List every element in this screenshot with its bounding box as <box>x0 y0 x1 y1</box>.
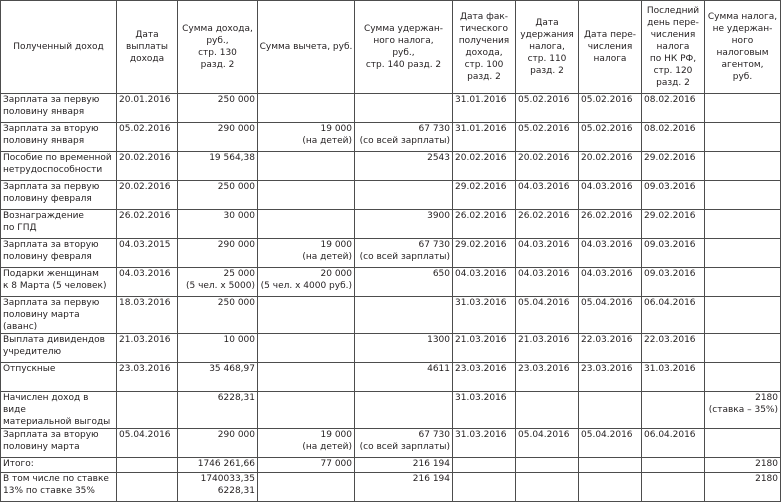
cell-fact-date: 29.02.2016 <box>453 239 516 268</box>
breakdown-row-deduction <box>258 473 355 502</box>
cell-income-sum: 10 000 <box>178 334 258 363</box>
cell-deduction <box>258 392 355 429</box>
header-withhold-date: Дата удержания налога, стр. 110 разд. 2 <box>516 1 579 94</box>
total-row <box>1 458 781 473</box>
cell-deadline: 08.02.2016 <box>642 123 705 152</box>
cell-deadline: 08.02.2016 <box>642 94 705 123</box>
cell-income-sum: 250 000 <box>178 297 258 334</box>
cell-income-sum: 30 000 <box>178 210 258 239</box>
cell-fact-date: 31.03.2016 <box>453 297 516 334</box>
table-row <box>1 334 781 363</box>
cell-fact-date: 31.01.2016 <box>453 123 516 152</box>
cell-income-sum: 250 000 <box>178 181 258 210</box>
cell-deduction <box>258 363 355 392</box>
cell-withhold-date: 26.02.2016 <box>516 210 579 239</box>
cell-transfer-date: 26.02.2016 <box>579 210 642 239</box>
cell-transfer-date: 20.02.2016 <box>579 152 642 181</box>
cell-income: Зарплата за первую половину февраля <box>1 181 117 210</box>
cell-transfer-date: 22.03.2016 <box>579 334 642 363</box>
cell-pay-date: 21.03.2016 <box>117 334 178 363</box>
cell-transfer-date: 05.04.2016 <box>579 297 642 334</box>
cell-not-withheld <box>705 123 781 152</box>
table-row <box>1 181 781 210</box>
cell-pay-date: 20.02.2016 <box>117 181 178 210</box>
table-row <box>1 239 781 268</box>
table-row <box>1 268 781 297</box>
cell-income: Выплата дивидендов учредителю <box>1 334 117 363</box>
table-row <box>1 123 781 152</box>
total-row-label: Итого: <box>1 458 117 473</box>
cell-deduction <box>258 297 355 334</box>
header-deadline: Последний день пере- числения налога по НК РФ, стр. 120 разд. 2 <box>642 1 705 94</box>
cell-withheld-tax <box>355 181 453 210</box>
breakdown-row-withhold-date <box>516 473 579 502</box>
cell-income-sum: 250 000 <box>178 94 258 123</box>
cell-not-withheld <box>705 181 781 210</box>
cell-not-withheld <box>705 334 781 363</box>
cell-income-sum: 290 000 <box>178 239 258 268</box>
cell-deduction <box>258 210 355 239</box>
cell-fact-date: 21.03.2016 <box>453 334 516 363</box>
cell-withheld-tax <box>355 392 453 429</box>
cell-income-sum: 6228,31 <box>178 392 258 429</box>
cell-income: Отпускные <box>1 363 117 392</box>
cell-not-withheld: 2180 (ставка – 35%) <box>705 392 781 429</box>
cell-withhold-date: 04.03.2016 <box>516 239 579 268</box>
cell-withhold-date: 20.02.2016 <box>516 152 579 181</box>
cell-transfer-date <box>579 392 642 429</box>
header-income: Полученный доход <box>1 1 117 94</box>
cell-withhold-date: 05.04.2016 <box>516 297 579 334</box>
cell-withhold-date: 04.03.2016 <box>516 181 579 210</box>
cell-pay-date: 04.03.2016 <box>117 268 178 297</box>
cell-withhold-date: 23.03.2016 <box>516 363 579 392</box>
cell-deadline: 31.03.2016 <box>642 363 705 392</box>
breakdown-row-not-withheld: 2180 <box>705 473 781 502</box>
total-row-not-withheld: 2180 <box>705 458 781 473</box>
header-deduction: Сумма вычета, руб. <box>258 1 355 94</box>
cell-withheld-tax: 650 <box>355 268 453 297</box>
cell-withheld-tax: 4611 <box>355 363 453 392</box>
cell-withheld-tax: 67 730 (со всей зарплаты) <box>355 239 453 268</box>
breakdown-row-withheld-tax: 216 194 <box>355 473 453 502</box>
cell-transfer-date: 23.03.2016 <box>579 363 642 392</box>
cell-deadline: 29.02.2016 <box>642 210 705 239</box>
cell-pay-date <box>117 392 178 429</box>
cell-not-withheld <box>705 152 781 181</box>
cell-income-sum: 25 000 (5 чел. х 5000) <box>178 268 258 297</box>
cell-deduction <box>258 181 355 210</box>
header-fact-date: Дата фак- тического получения дохода, стр. 100 разд. 2 <box>453 1 516 94</box>
cell-not-withheld <box>705 210 781 239</box>
cell-withhold-date: 21.03.2016 <box>516 334 579 363</box>
cell-deadline: 29.02.2016 <box>642 152 705 181</box>
cell-deadline <box>642 392 705 429</box>
cell-pay-date: 05.04.2016 <box>117 429 178 458</box>
cell-withhold-date: 05.02.2016 <box>516 94 579 123</box>
cell-income: Зарплата за первую половину марта (аванс) <box>1 297 117 334</box>
cell-fact-date: 20.02.2016 <box>453 152 516 181</box>
cell-transfer-date: 05.02.2016 <box>579 123 642 152</box>
table-row <box>1 363 781 392</box>
cell-withheld-tax: 3900 <box>355 210 453 239</box>
cell-transfer-date: 04.03.2016 <box>579 239 642 268</box>
cell-deduction <box>258 152 355 181</box>
cell-pay-date: 18.03.2016 <box>117 297 178 334</box>
cell-pay-date: 04.03.2015 <box>117 239 178 268</box>
total-row-transfer-date <box>579 458 642 473</box>
cell-deadline: 06.04.2016 <box>642 297 705 334</box>
cell-deduction: 19 000 (на детей) <box>258 239 355 268</box>
cell-income: Подарки женщинам к 8 Марта (5 человек) <box>1 268 117 297</box>
breakdown-row-label: В том числе по ставке 13% по ставке 35% <box>1 473 117 502</box>
cell-income: Зарплата за вторую половину января <box>1 123 117 152</box>
table-row <box>1 94 781 123</box>
table-row <box>1 152 781 181</box>
cell-withheld-tax: 1300 <box>355 334 453 363</box>
cell-withheld-tax: 2543 <box>355 152 453 181</box>
cell-transfer-date: 04.03.2016 <box>579 181 642 210</box>
header-income-sum: Сумма дохода, руб., стр. 130 разд. 2 <box>178 1 258 94</box>
total-row-pay-date <box>117 458 178 473</box>
cell-withheld-tax <box>355 94 453 123</box>
breakdown-row-transfer-date <box>579 473 642 502</box>
total-row-income-sum: 1746 261,66 <box>178 458 258 473</box>
cell-withheld-tax: 67 730 (со всей зарплаты) <box>355 429 453 458</box>
cell-income: Зарплата за вторую половину февраля <box>1 239 117 268</box>
cell-not-withheld <box>705 268 781 297</box>
total-row-deduction: 77 000 <box>258 458 355 473</box>
cell-deadline: 09.03.2016 <box>642 181 705 210</box>
cell-income: Вознаграждение по ГПД <box>1 210 117 239</box>
cell-deadline: 09.03.2016 <box>642 268 705 297</box>
table-row <box>1 429 781 458</box>
cell-fact-date: 31.01.2016 <box>453 94 516 123</box>
cell-income: Пособие по временной нетрудоспособности <box>1 152 117 181</box>
cell-withhold-date: 04.03.2016 <box>516 268 579 297</box>
cell-deadline: 09.03.2016 <box>642 239 705 268</box>
cell-pay-date: 23.03.2016 <box>117 363 178 392</box>
cell-fact-date: 31.03.2016 <box>453 429 516 458</box>
cell-income: Зарплата за первую половину января <box>1 94 117 123</box>
table-row <box>1 297 781 334</box>
cell-withhold-date <box>516 392 579 429</box>
total-row-fact-date <box>453 458 516 473</box>
cell-not-withheld <box>705 239 781 268</box>
cell-deadline: 22.03.2016 <box>642 334 705 363</box>
total-row-deadline <box>642 458 705 473</box>
cell-withhold-date: 05.02.2016 <box>516 123 579 152</box>
cell-income-sum: 19 564,38 <box>178 152 258 181</box>
cell-pay-date: 20.01.2016 <box>117 94 178 123</box>
cell-deduction: 19 000 (на детей) <box>258 429 355 458</box>
cell-transfer-date: 04.03.2016 <box>579 268 642 297</box>
cell-income: Зарплата за вторую половину марта <box>1 429 117 458</box>
breakdown-row-pay-date <box>117 473 178 502</box>
breakdown-row-fact-date <box>453 473 516 502</box>
header-transfer-date: Дата пере- числения налога <box>579 1 642 94</box>
cell-income-sum: 35 468,97 <box>178 363 258 392</box>
cell-pay-date: 05.02.2016 <box>117 123 178 152</box>
total-row-withheld-tax: 216 194 <box>355 458 453 473</box>
header-row <box>1 1 781 94</box>
cell-transfer-date: 05.04.2016 <box>579 429 642 458</box>
table-row <box>1 210 781 239</box>
table-row <box>1 392 781 429</box>
cell-not-withheld <box>705 297 781 334</box>
cell-fact-date: 23.03.2016 <box>453 363 516 392</box>
cell-income-sum: 290 000 <box>178 123 258 152</box>
breakdown-row-income-sum: 1740033,35 6228,31 <box>178 473 258 502</box>
cell-pay-date: 20.02.2016 <box>117 152 178 181</box>
cell-fact-date: 26.02.2016 <box>453 210 516 239</box>
breakdown-row-deadline <box>642 473 705 502</box>
cell-pay-date: 26.02.2016 <box>117 210 178 239</box>
cell-withheld-tax <box>355 297 453 334</box>
table-body <box>1 94 781 502</box>
total-row-withhold-date <box>516 458 579 473</box>
cell-withhold-date: 05.04.2016 <box>516 429 579 458</box>
header-not-withheld: Сумма налога, не удержан- ного налоговым агентом, руб. <box>705 1 781 94</box>
cell-deduction: 20 000 (5 чел. х 4000 руб.) <box>258 268 355 297</box>
cell-deduction <box>258 94 355 123</box>
cell-deduction: 19 000 (на детей) <box>258 123 355 152</box>
cell-fact-date: 31.03.2016 <box>453 392 516 429</box>
cell-withheld-tax: 67 730 (со всей зарплаты) <box>355 123 453 152</box>
cell-not-withheld <box>705 429 781 458</box>
cell-fact-date: 04.03.2016 <box>453 268 516 297</box>
cell-fact-date: 29.02.2016 <box>453 181 516 210</box>
cell-transfer-date: 05.02.2016 <box>579 94 642 123</box>
cell-income-sum: 290 000 <box>178 429 258 458</box>
header-withheld-tax: Сумма удержан- ного налога, руб., стр. 140 разд. 2 <box>355 1 453 94</box>
cell-deadline: 06.04.2016 <box>642 429 705 458</box>
cell-not-withheld <box>705 363 781 392</box>
breakdown-row <box>1 473 781 502</box>
cell-deduction <box>258 334 355 363</box>
cell-not-withheld <box>705 94 781 123</box>
cell-income: Начислен доход в виде материальной выгоды <box>1 392 117 429</box>
header-pay-date: Дата выплаты дохода <box>117 1 178 94</box>
